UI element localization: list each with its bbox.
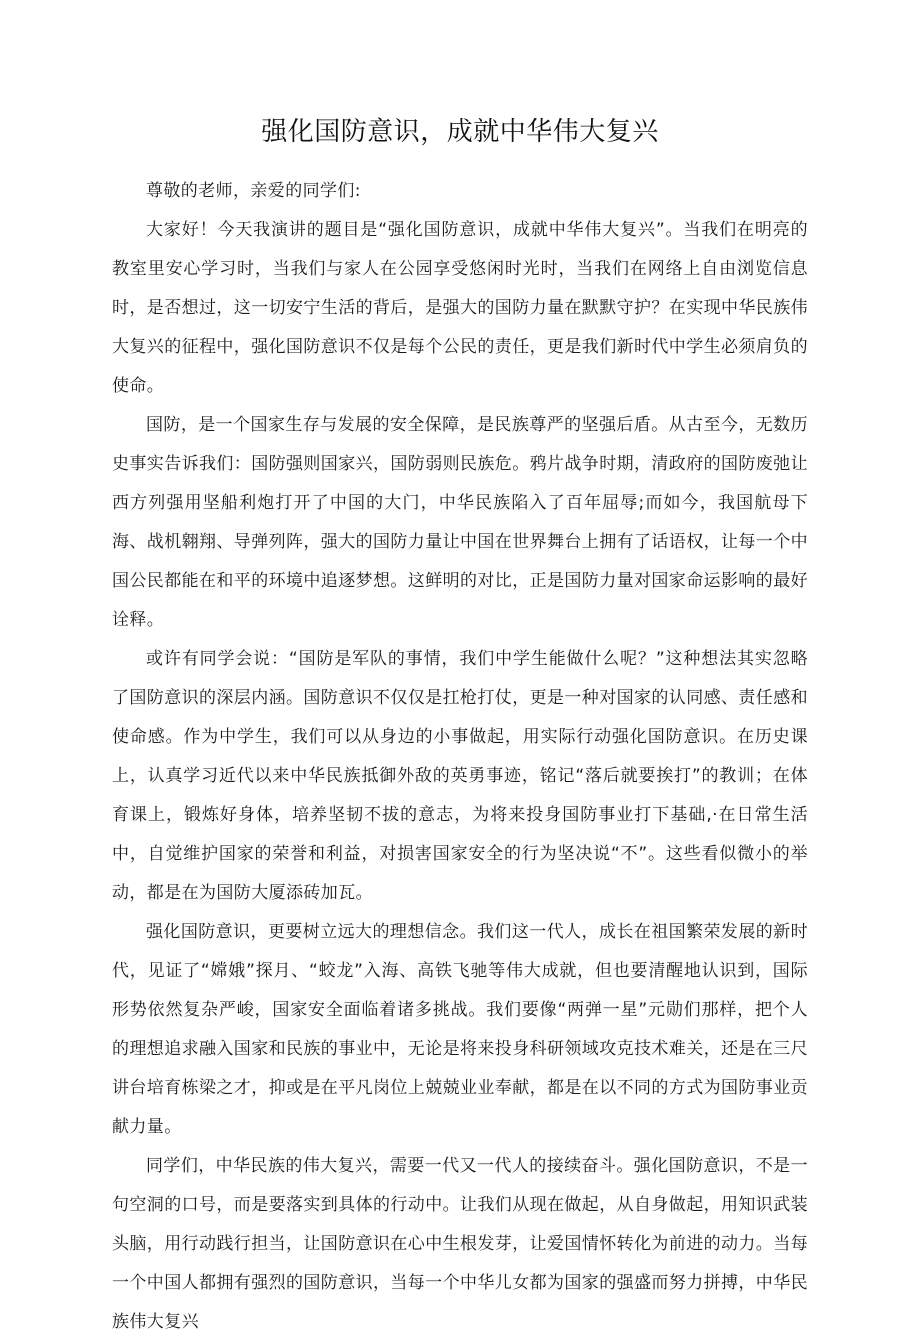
document-title: 强化国防意识，成就中华伟大复兴 — [261, 117, 659, 147]
salutation: 尊敬的老师，亲爱的同学们: — [146, 181, 361, 201]
document-body — [112, 172, 808, 1342]
paragraph-students-role: 或许有同学会说：“国防是军队的事情，我们中学生能做什么呢？”这种想法其实忽略了国防意识的深层内涵。国防意识不仅仅是扛枪打仗，更是一种对国家的认同感、责任感和使命感。作为中学生，我们可以从身边的小事做起，用实际行动强化国防意识。在历史课上，认真学习近代以来中华民族抵御外敌的英勇事迹，铭记“落后就要挨打”的教训；在体育课上，锻炼好身体，培养坚韧不拔的意志，为将来投身国防事业打下基础,·在日常生活中，自觉维护国家的荣誉和利益，对损害国家安全的行为坚决说“不”。这些看似微小的举动，都是在为国防大厦添砖加瓦。 — [112, 649, 808, 903]
paragraph-ideals: 强化国防意识，更要树立远大的理想信念。我们这一代人，成长在祖国繁荣发展的新时代，见证了“嫦娥”探月、“蛟龙”入海、高铁飞驰等伟大成就，但也要清醒地认识到，国际形势依然复杂严峻，国家安全面临着诸多挑战。我们要像“两弹一星”元勋们那样，把个人的理想追求融入国家和民族的事业中，无论是将来投身科研领域攻克技术难关，还是在三尺讲台培育栋梁之才，抑或是在平凡岗位上兢兢业业奉献，都是在以不同的方式为国防事业贡献力量。 — [112, 922, 808, 1137]
paragraph-closing: 同学们，中华民族的伟大复兴，需要一代又一代人的接续奋斗。强化国防意识，不是一句空洞的口号，而是要落实到具体的行动中。让我们从现在做起，从自身做起，用知识武装头脑，用行动践行担当，让国防意识在心中生根发芽，让爱国情怀转化为前进的动力。当每一个中国人都拥有强烈的国防意识，当每一个中华儿女都为国家的强盛而努力拼搏，中华民族伟大复兴 — [112, 1156, 808, 1332]
paragraph-intro: 大家好！今天我演讲的题目是“强化国防意识，成就中华伟大复兴”。当我们在明亮的教室里安心学习时，当我们与家人在公园享受悠闲时光时，当我们在网络上自由浏览信息时，是否想过，这一切安宁生活的背后，是强大的国防力量在默默守护？在实现中华民族伟大复兴的征程中，强化国防意识不仅是每个公民的责任，更是我们新时代中学生必须肩负的使命。 — [112, 220, 808, 396]
paragraph-national-defense: 国防，是一个国家生存与发展的安全保障，是民族尊严的坚强后盾。从古至今，无数历史事实告诉我们：国防强则国家兴，国防弱则民族危。鸦片战争时期，清政府的国防废弛让西方列强用坚船利炮打开了中国的大门，中华民族陷入了百年屈辱;而如今，我国航母下海、战机翱翔、导弹列阵，强大的国防力量让中国在世界舞台上拥有了话语权，让每一个中国公民都能在和平的环境中追逐梦想。这鲜明的对比，正是国防力量对国家命运影响的最好诠释。 — [112, 415, 808, 630]
